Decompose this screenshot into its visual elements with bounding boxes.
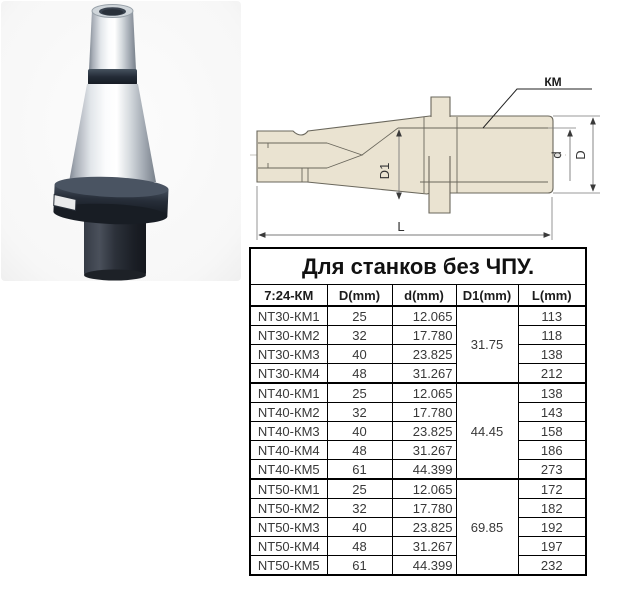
d-cell: 31.267 xyxy=(392,364,456,384)
L-cell: 212 xyxy=(518,364,586,384)
top-key-block xyxy=(431,97,450,117)
tool-bottom-edge xyxy=(84,270,146,281)
model-cell: NT30-КМ4 xyxy=(250,364,327,384)
L-cell: 138 xyxy=(518,383,586,403)
model-cell: NT40-КМ1 xyxy=(250,383,327,403)
d-cell: 23.825 xyxy=(392,518,456,537)
table-row xyxy=(250,518,586,537)
D-cell: 25 xyxy=(327,479,392,499)
length-label: L xyxy=(397,219,405,234)
tool-neck xyxy=(89,10,136,70)
model-cell: NT50-КМ3 xyxy=(250,518,327,537)
technical-drawing xyxy=(245,55,641,245)
product-photo xyxy=(0,0,245,285)
table-row xyxy=(250,460,586,480)
L-cell: 232 xyxy=(518,556,586,576)
d-big-label: D xyxy=(573,150,588,160)
d1-label: D1 xyxy=(377,162,392,180)
L-cell: 197 xyxy=(518,537,586,556)
model-cell: NT50-КМ1 xyxy=(250,479,327,499)
col-header-D: D(mm) xyxy=(327,285,392,307)
km-label: КМ xyxy=(544,75,562,89)
bottom-key-block xyxy=(429,156,450,213)
L-cell: 143 xyxy=(518,403,586,422)
d-cell: 23.825 xyxy=(392,345,456,364)
L-cell: 138 xyxy=(518,345,586,364)
table-row xyxy=(250,479,586,499)
D-cell: 61 xyxy=(327,460,392,480)
D-cell: 61 xyxy=(327,556,392,576)
model-cell: NT40-КМ5 xyxy=(250,460,327,480)
table-row xyxy=(250,403,586,422)
table-title: Для станков без ЧПУ. xyxy=(250,248,586,285)
d-cell: 44.399 xyxy=(392,556,456,576)
d-cell: 31.267 xyxy=(392,537,456,556)
D1-merged-cell: 69.85 xyxy=(456,479,518,575)
D-cell: 48 xyxy=(327,441,392,460)
D-cell: 48 xyxy=(327,537,392,556)
table-row xyxy=(250,383,586,403)
table-row xyxy=(250,345,586,364)
col-header-L: L(mm) xyxy=(518,285,586,307)
D-cell: 25 xyxy=(327,306,392,326)
D-cell: 40 xyxy=(327,518,392,537)
D-cell: 25 xyxy=(327,383,392,403)
d-cell: 44.399 xyxy=(392,460,456,480)
tool-opening-shadow xyxy=(102,9,123,15)
model-cell: NT40-КМ3 xyxy=(250,422,327,441)
model-cell: NT50-КМ4 xyxy=(250,537,327,556)
col-header-taper: 7:24-КМ xyxy=(250,285,327,307)
table-row xyxy=(250,441,586,460)
D-cell: 40 xyxy=(327,422,392,441)
model-cell: NT30-КМ2 xyxy=(250,326,327,345)
D-cell: 32 xyxy=(327,499,392,518)
L-cell: 158 xyxy=(518,422,586,441)
col-header-D1: D1(mm) xyxy=(456,285,518,307)
d-cell: 12.065 xyxy=(392,306,456,326)
model-cell: NT50-КМ2 xyxy=(250,499,327,518)
table-row xyxy=(250,306,586,326)
L-cell: 113 xyxy=(518,306,586,326)
table-header-row xyxy=(250,285,586,307)
table-row xyxy=(250,364,586,384)
D-cell: 32 xyxy=(327,403,392,422)
table-title-row xyxy=(250,248,586,285)
L-cell: 192 xyxy=(518,518,586,537)
table-row xyxy=(250,537,586,556)
table-row xyxy=(250,556,586,576)
model-cell: NT40-КМ4 xyxy=(250,441,327,460)
d-cell: 23.825 xyxy=(392,422,456,441)
table-row xyxy=(250,422,586,441)
L-cell: 273 xyxy=(518,460,586,480)
D-cell: 40 xyxy=(327,345,392,364)
model-cell: NT30-КМ3 xyxy=(250,345,327,364)
table-row xyxy=(250,499,586,518)
model-cell: NT30-КМ1 xyxy=(250,306,327,326)
d-cell: 17.780 xyxy=(392,403,456,422)
d-cell: 17.780 xyxy=(392,499,456,518)
D1-merged-cell: 44.45 xyxy=(456,383,518,479)
table-row xyxy=(250,326,586,345)
spec-table xyxy=(249,247,587,576)
D-cell: 32 xyxy=(327,326,392,345)
L-cell: 172 xyxy=(518,479,586,499)
model-cell: NT40-КМ2 xyxy=(250,403,327,422)
L-cell: 186 xyxy=(518,441,586,460)
L-cell: 118 xyxy=(518,326,586,345)
D-cell: 48 xyxy=(327,364,392,384)
model-cell: NT50-КМ5 xyxy=(250,556,327,576)
L-cell: 182 xyxy=(518,499,586,518)
d-small-label: d xyxy=(549,151,564,159)
tool-flange xyxy=(53,175,169,227)
d-cell: 31.267 xyxy=(392,441,456,460)
col-header-d: d(mm) xyxy=(392,285,456,307)
D1-merged-cell: 31.75 xyxy=(456,306,518,383)
d-cell: 12.065 xyxy=(392,479,456,499)
tool-ring xyxy=(88,69,137,85)
d-cell: 17.780 xyxy=(392,326,456,345)
d-cell: 12.065 xyxy=(392,383,456,403)
